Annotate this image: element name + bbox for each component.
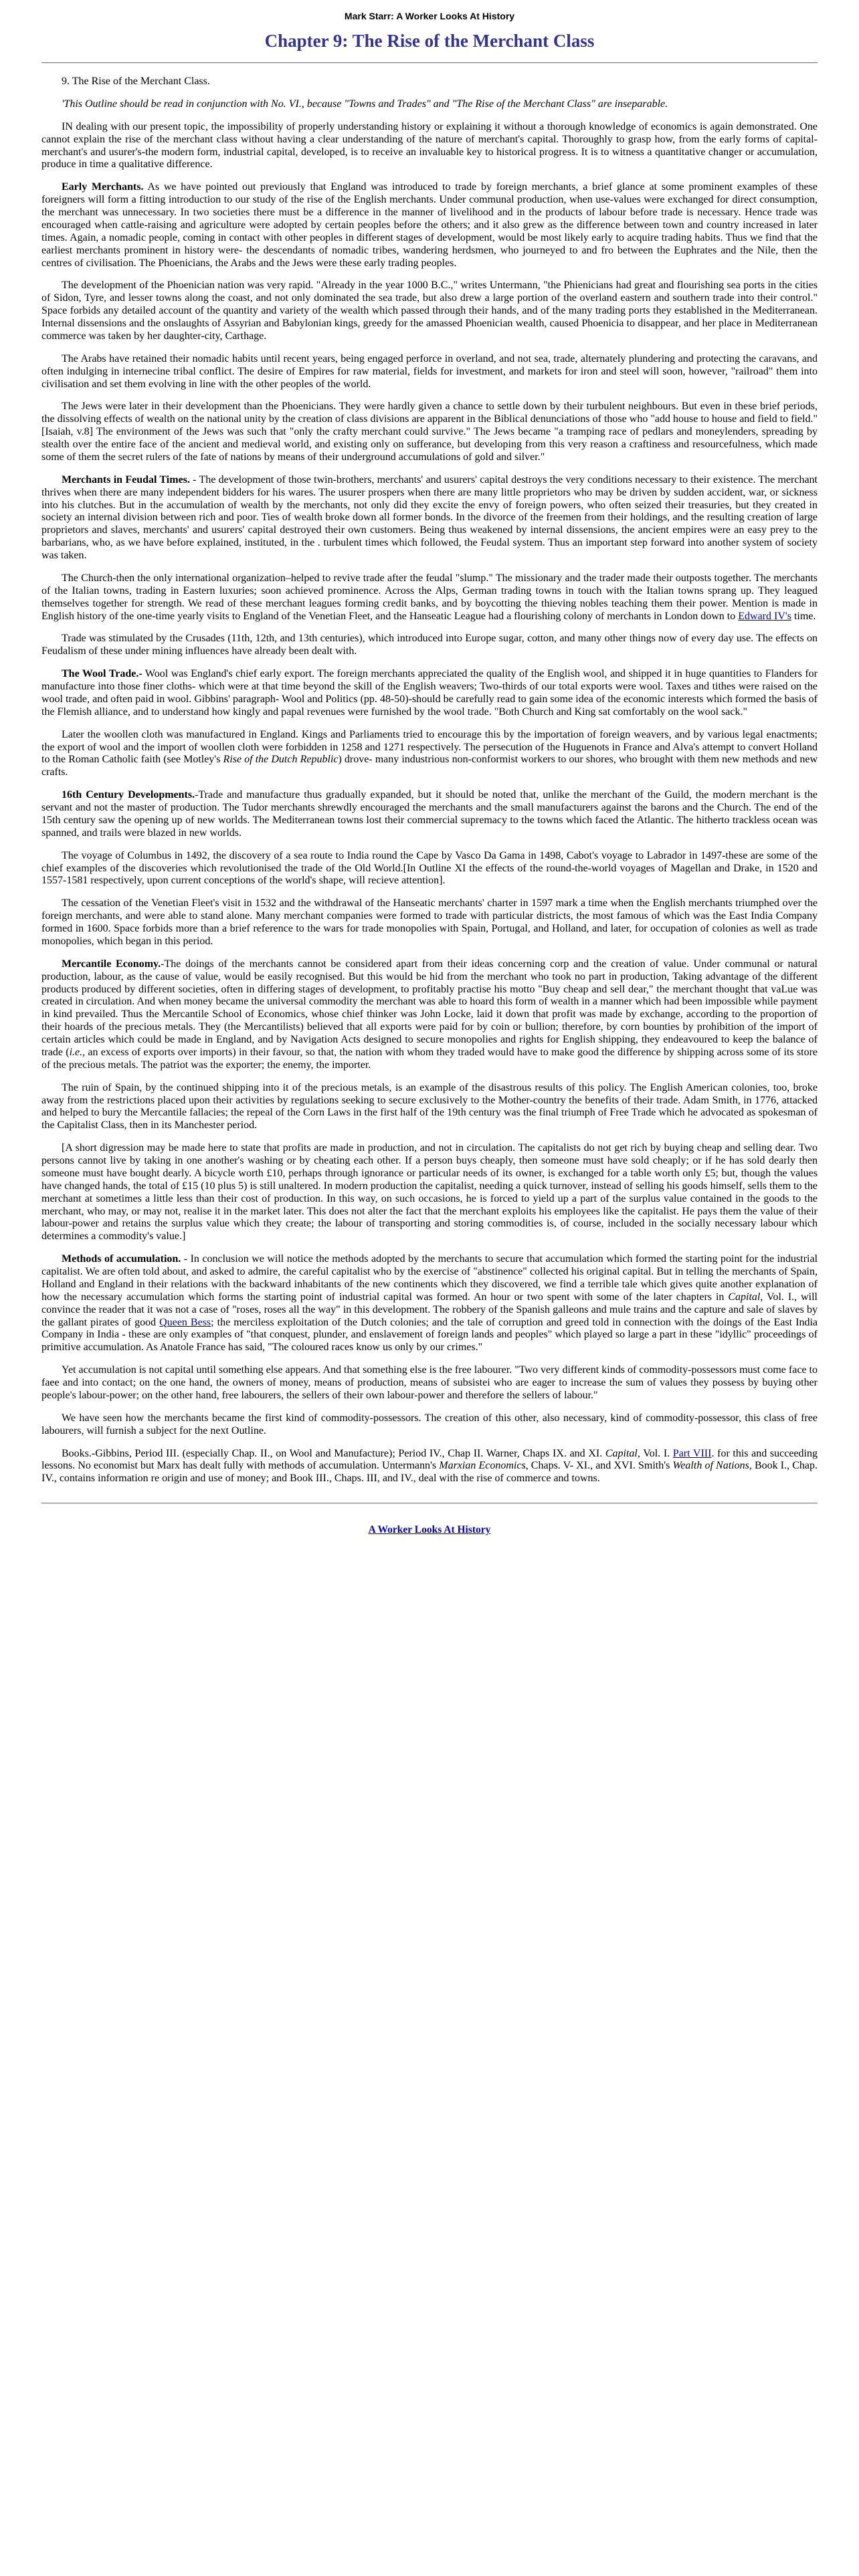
italic-text: Rise of the Dutch Republic bbox=[223, 754, 339, 766]
bold-lead-in: Merchants in Feudal Times. bbox=[62, 473, 190, 486]
paragraph bbox=[41, 850, 818, 888]
paragraph bbox=[41, 958, 818, 1072]
article-body bbox=[41, 76, 818, 1485]
bold-lead-in: 16th Century Developments. bbox=[62, 789, 195, 801]
body-text: ; the merciless exploitation of the Dutch colonies; and the tale of corruption and greed told in connection with the doings of the East India Company in India - these are only examples of "that conquest, plunder, and enslavement of foreign lands and peoples" which played so large a part in these "idyllic" proceedings of primitive accumulation. As Anatole France has said, "The coloured races know us only by our crimes." bbox=[41, 1316, 818, 1354]
body-text: The Jews were later in their development than the Phoenicians. They were hardly given a chance to settle down by their turbulent neighbours. But even in these brief periods, the dissolving effects of wealth on the national unity by the creation of class divisions are apparent in the Biblical denunciations of those who "add house to house and field to field."[Isaiah, v.8] The environment of the Jews was such that "only the crafty merchant could survive." The Jews became "a tramping race of pedlars and moneylenders, spreading by stealth over the entire face of the ancient and medieval world, and existing only on sufferance, but developing from this very reason a craftiness and resourcefulness, which made some of them the secret rulers of the fate of nations by means of their underground accumulations of gold and silver." bbox=[41, 401, 818, 463]
paragraph bbox=[41, 1253, 818, 1354]
body-text: -Trade and manufacture thus gradually expanded, but it should be noted that, unlike the merchant of the Guild, the modern merchant is the servant and not the master of production. The Tudor merchants shrewdly encouraged the merchants and the small manufacturers against the barons and the Church. The end of the 15th century saw the opening up of new worlds. The Mediterranean towns lost their commercial supremacy to the towns which faced the Atlantic. The hitherto trackless ocean was spanned, and trails were blazed in new worlds. bbox=[41, 789, 818, 839]
body-text: The ruin of Spain, by the continued shipping into it of the precious metals, is an example of the disastrous results of this policy. The English American colonies, too, broke away from the restrictions placed upon their activities by regulations seeking to secure exclusively to the Mother-country the benefits of their trade. Adam Smith, in 1776, attacked and helped to bury the Mercantile fallacies; the repeal of the Corn Laws in the first half of the 19th century was the final triumph of Free Trade which he advocated as spokesman of the Capitalist Class, then in its Manchester period. bbox=[41, 1081, 818, 1132]
bold-lead-in: The Wool Trade.- bbox=[62, 668, 142, 680]
italic-text: Capital bbox=[605, 1447, 638, 1459]
paragraph bbox=[41, 401, 818, 463]
body-text: ) drove- many industrious non-conformist workers to our shores, who brought with them new methods and new crafts. bbox=[41, 754, 818, 778]
body-text: As we have pointed out previously that England was introduced to trade by foreign merchants, a brief glance at some prominent examples of these foreigners will form a fitting introduction to our study of the rise of the English merchants. Under communal production, when use-values were exchanged for direct consumption, the merchant was unnecessary. In two societies there must be a difference in the manner of livelihood and in the products of labour before trade is necessary. Hence trade was encouraged when cattle-raising and agriculture were adopted by certain peoples before the others; and it also grew as the difference between town and country increased in later times. Again, a nomadic people, coming in contact with other peoples in different stages of development, would be most likely early to acquire trading habits. Thus we find that the earliest merchants prominent in history were- the descendants of nomadic tribes, wandering herdsmen, who journeyed to and fro between the Euphrates and the Nile, then the centres of civilisation. The Phoenicians, the Arabs and the Jews were these early trading peoples. bbox=[41, 181, 818, 269]
inline-link[interactable]: Queen Bess bbox=[159, 1316, 211, 1328]
body-text: Books.-Gibbins, Period III. (especially Chap. II., on Wool and Manufacture); Period IV., Chap II. Warner, Chaps IX. and XI. bbox=[62, 1447, 605, 1459]
paragraph bbox=[41, 1142, 818, 1243]
paragraph bbox=[41, 729, 818, 780]
body-text: 9. The Rise of the Merchant Class. bbox=[62, 76, 210, 87]
body-text: . for this and succeeding lessons. No economist but Marx has dealt fully with methods of accumulation. Untermann's bbox=[41, 1447, 818, 1472]
italic-text: Capital bbox=[728, 1291, 761, 1303]
body-text: The development of the Phoenician nation was very rapid. "Already in the year 1000 B.C.," writes Untermann, "the Phienicians had great and flourishing sea ports in the cities of Sidon, Tyre, and lesser towns along the coast, and not only dominated the sea trade, but also drew a large portion of the overland eastern and southern trade into their control." Space forbids any detailed account of the quantity and variety of the wealth which passed through their hands, and of the many trading ports they established in the Mediterranean. Internal dissensions and the onslaughts of Assyrian and Babylonian kings, greedy for the amassed Phoenician wealth, caused Phoenicia to disappear, and her place in Mediterranean commerce was taken by her daughter-city, Carthage. bbox=[41, 280, 818, 342]
body-text: , an excess of exports over imports) in their favour, so that, the nation with whom they traded would have to make good the difference by shipping across some of its store of the precious metals. The patriot was the exporter; the enemy, the importer. bbox=[41, 1046, 818, 1071]
body-text: -The doings of the merchants cannot be considered apart from their ideas concerning corp and the creation of value. Under communal or natural production, labour, as the cause of value, would be easily recognised. But this would be hid from the merchant who took no part in production, Taking advantage of the different products produced by different societies, often in differing stages of development, to profitably practise his motto "Buy cheap and sell dear," the merchant thought that vaLue was created in circulation. And when money became the universal commodity the merchant was able to hoard this form of wealth in a manner which had been impossible while payment in kind prevailed. Thus the Mercantile School of Economics, whose chief thinker was John Locke, laid it down that profit was made by exchange, according to the proportion of their hoards of the precious metals. They (the Mercantilists) believed that all exports were paid for by coin or bullion; therefore, by corn bounties by prohibition of the import of certain articles which could be made in England, and by Navigation Acts designed to secure monopolies and rights for English shipping, they endeavoured to keep the balance of trade ( bbox=[41, 958, 818, 1058]
body-text: Yet accumulation is not capital until something else appears. And that something else is the free labourer. "Two very different kinds of commodity-possessors must come face to faee and into contact; on the one hand, the owners of money, means of production, means of subsistei who are eager to increase the sum of values they possess by buying other people's labour-power; on the other hand, free labourers, the sellers of their own labour-power and therefore the sellers of labour." bbox=[41, 1364, 818, 1401]
footer-link[interactable]: A Worker Looks At History bbox=[368, 1524, 491, 1536]
paragraph bbox=[41, 897, 818, 948]
top-divider bbox=[41, 62, 818, 64]
italic-text: Wealth of Nations bbox=[672, 1460, 749, 1472]
body-text: We have seen how the merchants became the first kind of commodity-possessors. The creation of this other, also necessary, kind of commodity-possessor, this class of free labourers, will furnish a subject for the next Outline. bbox=[41, 1412, 818, 1436]
bold-lead-in: Early Merchants. bbox=[62, 181, 144, 193]
paragraph bbox=[41, 181, 818, 270]
body-text: , Chaps. V- XI., and XVI. Smith's bbox=[525, 1460, 673, 1472]
paragraph bbox=[41, 121, 818, 172]
paragraph bbox=[41, 1448, 818, 1486]
body-text: , Book I., Chap. IV., contains information re origin and use of money; and Book III., Chaps. III, and IV., deal with the rise of commerce and towns. bbox=[41, 1460, 818, 1485]
body-text: The Arabs have retained their nomadic habits until recent years, being engaged perforce in overland, and not sea, trade, alternately plundering and protecting the caravans, and often indulging in internecine tribal conflict. The desire of Empires for raw material, fields for investment, and markets for iron and steel will soon, however, "railroad" them into civilisation and set them evolving in line with the other peoples of the world. bbox=[41, 352, 818, 390]
bold-lead-in: Methods of accumulation. bbox=[62, 1253, 181, 1265]
body-text: , Vol. I., will convince the reader that it was not a case of "roses, roses all the way" in this development. The robbery of the Spanish galleons and mule trains and the capture and sale of slaves by the gallant pirates of good bbox=[41, 1291, 818, 1328]
paragraph bbox=[41, 633, 818, 658]
paragraph bbox=[41, 76, 818, 88]
paragraph bbox=[41, 1082, 818, 1133]
body-text: Wool was England's chief early export. The foreign merchants appreciated the quality of the English wool, and shipped it in huge quantities to Flanders for manufacture into those finer cloths- which were at that time beyond the skill of the English weavers; Two-thirds of our total exports were wool. Taxes and tithes were raised on the wool trade, and often paid in wool. Gibbins' paragraph- Wool and Politics (pp. 48-50)-should be carefully read to gain some idea of the economic interests which formed the basis of the Flemish alliance, and to understand how kingly and papal revenues were furnished by the wool trade. "Both Church and King sat comfortably on the wool sack." bbox=[41, 668, 818, 718]
body-text: - The development of those twin-brothers, merchants' and usurers' capital destroys the very conditions necessary to their existence. The merchant thrives when there are many independent bidders for his wares. The usurer prospers when there are many little proprietors who may be driven by sudden accident, war, or sickness into his clutches. But in the accumulation of wealth by the merchants, not only did they excite the envy of foreign powers, who often seized their treasuries, but they created in society an internal division between rich and poor. Ties of wealth broke down all former bonds. In the divorce of the freemen from their holdings, and the resulting creation of large proprietors and slaves, merchants' and usurers' capital destroyed their own customers. Being thus weakened by internal dissensions, the ancient empires were an easy prey to the barbarians, who, as we have before explained, instituted, in the . turbulent times which followed, the Feudal system. Thus an important step forward into another system of society was taken. bbox=[41, 473, 818, 561]
body-text: The voyage of Columbus in 1492, the discovery of a sea route to India round the Cape by Vasco Da Gama in 1498, Cabot's voyage to Labrador in 1497-these are some of the chief examples of the discoveries which revolutionised the trade of the Old World.[In Outline XI the effects of the round-the-world voyages of Magellan and Drake, in 1520 and 1557-1581 respectively, upon current conceptions of the world's shape, will recieve attention]. bbox=[41, 849, 818, 887]
bottom-divider bbox=[41, 1503, 818, 1504]
body-text: IN dealing with our present topic, the impossibility of properly understanding history or explaining it without a thorough knowledge of economics is again demonstrated. One cannot explain the rise of the merchant class without having a clear understanding of the nature of merchant's capital. Thoroughly to grasp how, from the early forms of capital-merchant's and usurer's-the modern form, industrial capital, developed, is to receive an invaluable key to historical progress. It is to witness a quantitative changer or accumulation, produce in time a qualitative difference. bbox=[41, 120, 818, 171]
body-text: - In conclusion we will notice the methods adopted by the merchants to secure that accumulation which formed the starting point for the industrial capitalist. We are often told about, and asked to admire, the careful capitalist who by the exercise of "abstinence" collected his original capital. But in telling the merchants of Spain, Holland and England in their relations with the backward inhabitants of the new continents which they discovered, we find a terrible tale which gives quite another explanation of how the necessary accumulation which forms the starting point of industrial capital was formed. An hour or two spent with some of the later chapters in bbox=[41, 1253, 818, 1303]
paragraph bbox=[41, 353, 818, 391]
body-text: , Vol. I. bbox=[637, 1447, 673, 1459]
italic-text: i.e. bbox=[69, 1046, 83, 1058]
paragraph bbox=[41, 572, 818, 623]
paragraph bbox=[41, 789, 818, 840]
paragraph bbox=[41, 280, 818, 342]
paragraph bbox=[41, 98, 818, 111]
body-text: Trade was stimulated by the Crusades (11th, 12th, and 13th centuries), which introduced into Europe sugar, cotton, and many other things now of every day use. The effects on Feudalism of these under mining influences have already been dealt with. bbox=[41, 633, 818, 657]
bold-lead-in: Mercantile Economy. bbox=[62, 958, 161, 970]
body-text: Later the woollen cloth was manufactured in England. Kings and Parliaments tried to encourage this by the importation of foreign weavers, and by various legal enactments; the export of wool and the import of woollen cloth were forbidden in 1258 and 1271 respectively. The persecution of the Huguenots in France and Alva's attempt to convert Holland to the Roman Catholic faith (see Motley's bbox=[41, 728, 818, 766]
footer bbox=[41, 1524, 818, 1536]
paragraph bbox=[41, 668, 818, 719]
body-text: time. bbox=[791, 610, 816, 622]
paragraph bbox=[41, 474, 818, 562]
body-text: The Church-then the only international organization–helped to revive trade after the feudal "slump." The missionary and the trader made their outposts together. The merchants of the Italian towns, trading in Eastern luxuries; soon achieved prominence. Across the Alps, German trading towns in touch with the Italian towns sprang up. They leagued themselves together for strength. We read of these merchant leagues forming credit banks, and by boycotting the thieving nobles teaching them their power. Mention is made in English history of the one-time yearly visits to England of the Venetian Fleet, and the Hanseatic League had a flourishing colony of merchants in London down to bbox=[41, 572, 818, 622]
body-text: [A short digression may be made here to state that profits are made in production, and not in circulation. The capitalists do not get rich by buying cheap and selling dear. Two persons cannot live by taking in one another's washing or by cheating each other. If a person buys cheaply, then someone must have sold cheaply; or if he has sold dearly then someone must have bought dearly. A bicycle worth £10, perhaps through ignorance or particular needs of its owner, is exchanged for a table worth only £5; but, though the values have changed hands, the total of £15 (10 plus 5) is still unaltered. In modern production the capitalist, needing a quick turnover, instead of selling his goods himself, sells them to the merchant at sometimes a little less than their cost of production. In this way, on such occasions, he is forced to yield up a part of the surplus value contained in the goods to the merchant, who may, or may not, realise it in the market later. This does not alter the fact that the merchant exploits his employees like the capitalist. He pays them the value of their labour-power and retains the surplus value which they create; the labour of transporting and storing commodities is, of course, included in the socially necessary labour which determines a commodity's value.] bbox=[41, 1142, 818, 1243]
paragraph bbox=[41, 1364, 818, 1402]
chapter-title: Chapter 9: The Rise of the Merchant Class bbox=[264, 31, 595, 51]
body-text: The cessation of the Venetian Fleet's visit in 1532 and the withdrawal of the Hanseatic merchants' charter in 1597 mark a time when the English merchants triumphed over the foreign merchants, and were able to stand alone. Many merchant companies were formed to trade with particular districts, the most famous of which was the East India Company formed in 1600. Space forbids more than a brief reference to the wars for trade monopolies with Spain, Portugal, and Holland, and later, for occupation of colonies as well as trade monopolies, which began in this period. bbox=[41, 897, 818, 947]
italic-text: 'This Outline should be read in conjunction with No. VI., because "Towns and Trades" and "The Rise of the Merchant Class" are inseparable. bbox=[62, 98, 668, 110]
inline-link[interactable]: Part VIII bbox=[672, 1447, 712, 1459]
inline-link[interactable]: Edward IV's bbox=[738, 610, 791, 622]
italic-text: Marxian Economics bbox=[439, 1460, 526, 1472]
site-title: Mark Starr: A Worker Looks At History bbox=[344, 11, 515, 21]
paragraph bbox=[41, 1412, 818, 1438]
